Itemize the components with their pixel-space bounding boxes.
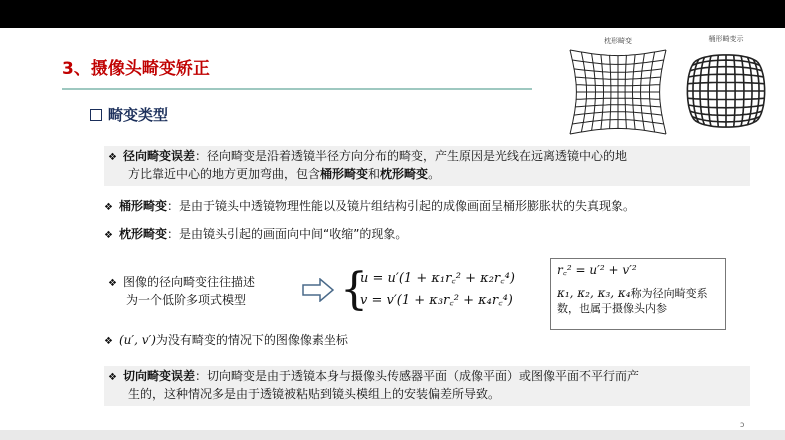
- pincushion-text: ：是由镜头引起的画面向中间“收缩”的现象。: [166, 227, 408, 241]
- grid-line: [570, 50, 666, 56]
- diamond-bullet-icon: ❖: [108, 278, 117, 289]
- poly-line-2: 为一个低阶多项式模型: [126, 293, 247, 307]
- barrel-figure-label: 桶形畸变示: [708, 35, 744, 43]
- radial-term: 径向畸变误差: [122, 149, 195, 163]
- grid-line: [660, 50, 666, 134]
- equation-v: v = v′(1 + κ₃r꜀² + κ₄r꜀⁴): [360, 293, 513, 308]
- undistorted-coords-bullet: [104, 332, 348, 350]
- poly-model-bullet: [108, 274, 255, 309]
- radial-bold-barrel: 桶形畸变: [320, 167, 369, 181]
- diamond-bullet-icon: ❖: [104, 202, 113, 213]
- section-heading-text: 畸变类型: [108, 106, 169, 124]
- square-bullet-icon: [90, 109, 102, 121]
- coefficient-note-b: 数，也属于摄像头内参: [557, 302, 667, 315]
- distortion-equations: [350, 268, 515, 312]
- radial-bold-pincushion: 枕形畸变: [380, 167, 429, 181]
- barrel-text: ：是由于镜头中透镜物理性能以及镜片组结构引起的成像画面呈桶形膨胀状的失真现象。: [166, 199, 635, 213]
- barrel-grid-figure: [676, 35, 776, 138]
- bottom-bar: [0, 430, 785, 440]
- equation-u: u = u′(1 + κ₁r꜀² + κ₂r꜀⁴): [360, 271, 515, 286]
- radial-text-b: 方比靠近中心的地方更加弯曲，包含: [128, 167, 321, 181]
- radial-end: 。: [428, 167, 441, 181]
- pincushion-term: 枕形畸变: [118, 227, 167, 241]
- grid-line: [570, 128, 666, 134]
- barrel-grid-icon: [676, 44, 776, 138]
- radial-conj: 和: [368, 167, 381, 181]
- pincushion-figure-label: 枕形畸变: [604, 37, 632, 45]
- tangential-text-a: ：切向畸变是由于透镜本身与摄像头传感器平面（成像平面）或图像平面不平行而产: [194, 369, 639, 383]
- coefficient-note-a: 称为径向畸变系: [630, 287, 708, 300]
- corner-mark: ↄ: [740, 420, 745, 429]
- section-heading: [90, 104, 168, 125]
- radius-formula: r꜀² = u′² + v′²: [557, 263, 637, 277]
- pincushion-grid-icon: [566, 46, 670, 138]
- radial-text-a: ：径向畸变是沿着透镜半径方向分布的畸变，产生原因是光线在远离透镜中心的地: [194, 149, 627, 163]
- diamond-bullet-icon: ❖: [104, 336, 113, 347]
- pincushion-grid-figure: [566, 37, 670, 138]
- barrel-term: 桶形畸变: [118, 199, 167, 213]
- uv-symbols: (u′, v′): [118, 333, 156, 347]
- barrel-bullet: [104, 198, 635, 216]
- radial-distortion-bullet: [104, 146, 750, 186]
- tangential-text-b: 生的，这种情况多是由于透镜被粘贴到镜头模组上的安装偏差所导致。: [128, 387, 501, 401]
- slide-title: 3、摄像头畸变矫正: [62, 59, 210, 79]
- tangential-term: 切向畸变误差: [122, 369, 195, 383]
- coefficient-note-box: [550, 258, 726, 330]
- poly-line-1: 图像的径向畸变往往描述: [122, 275, 255, 289]
- right-arrow-icon: [302, 278, 334, 302]
- grid-line: [570, 50, 576, 134]
- top-black-bar: [0, 0, 785, 28]
- title-divider: [62, 88, 532, 90]
- tangential-distortion-bullet: [104, 366, 750, 406]
- equation-brace: {: [340, 264, 368, 315]
- diamond-bullet-icon: ❖: [108, 372, 117, 383]
- pincushion-bullet: [104, 226, 407, 244]
- diamond-bullet-icon: ❖: [104, 230, 113, 241]
- diamond-bullet-icon: ❖: [108, 152, 117, 163]
- kappa-symbols: κ₁, κ₂, κ₃, κ₄: [557, 286, 631, 300]
- uv-text: 为没有畸变的情况下的图像像素坐标: [155, 333, 348, 347]
